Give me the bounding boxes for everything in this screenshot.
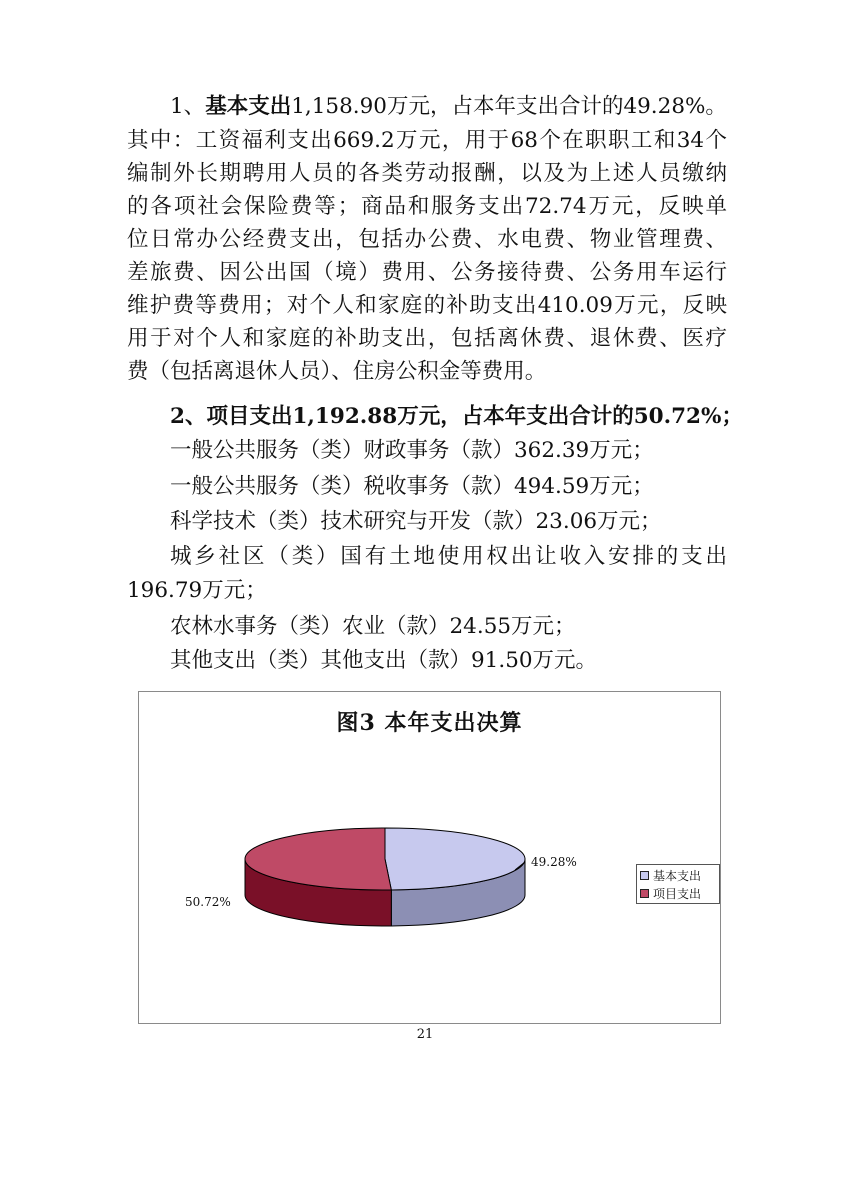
item-number: 1、 — [170, 94, 206, 119]
expense-pie-chart — [138, 691, 721, 1024]
para1-line-7: 维护费等费用；对个人和家庭的补助支出410.09万元，反映 — [127, 293, 727, 318]
legend-item-basic — [637, 867, 719, 885]
project-item-6: 其他支出（类）其他支出（款）91.50万元。 — [170, 648, 598, 673]
para1-line-1 — [170, 92, 730, 122]
legend-label-basic: 基本支出 — [653, 869, 702, 883]
chart-title: 图3 本年支出决算 — [336, 710, 523, 736]
project-item-5: 农林水事务（类）农业（款）24.55万元； — [170, 614, 576, 639]
legend-label-project: 项目支出 — [653, 887, 702, 901]
basic-expense-summary: 1,158.90万元，占本年支出合计的49.28%。 — [291, 94, 727, 119]
project-item-4-cont: 196.79万元； — [127, 578, 267, 603]
legend-swatch-basic — [640, 871, 649, 880]
para1-line-8: 用于对个人和家庭的补助支出，包括离休费、退休费、医疗 — [127, 326, 727, 351]
basic-expense-heading: 基本支出 — [205, 94, 292, 119]
project-item-2: 一般公共服务（类）税收事务（款）494.59万元； — [170, 474, 654, 499]
project-item-3: 科学技术（类）技术研究与开发（款）23.06万元； — [170, 509, 662, 534]
legend-swatch-project — [640, 889, 649, 898]
data-label-project: 50.72% — [185, 895, 231, 909]
chart-legend — [636, 864, 720, 904]
para1-line-4: 的各项社会保险费等；商品和服务支出72.74万元，反映单 — [127, 194, 727, 219]
para1-line-2: 其中：工资福利支出669.2万元，用于68个在职职工和34个 — [127, 128, 727, 153]
project-item-1: 一般公共服务（类）财政事务（款）362.39万元； — [170, 438, 654, 463]
legend-item-project — [637, 885, 719, 903]
project-expense-heading: 2、项目支出1,192.88万元，占本年支出合计的50.72%； — [170, 404, 743, 429]
pie-chart-svg — [139, 692, 722, 1025]
para1-line-6: 差旅费、因公出国（境）费用、公务接待费、公务用车运行 — [127, 260, 727, 285]
data-label-basic: 49.28% — [531, 855, 577, 869]
para1-line-9: 费（包括离退休人员）、住房公积金等费用。 — [127, 359, 547, 384]
para1-line-5: 位日常办公经费支出，包括办公费、水电费、物业管理费、 — [127, 227, 727, 252]
project-item-4: 城乡社区（类）国有土地使用权出让收入安排的支出 — [170, 544, 727, 569]
page-number: 21 — [416, 1027, 434, 1042]
para1-line-3: 编制外长期聘用人员的各类劳动报酬，以及为上述人员缴纳 — [127, 161, 727, 186]
